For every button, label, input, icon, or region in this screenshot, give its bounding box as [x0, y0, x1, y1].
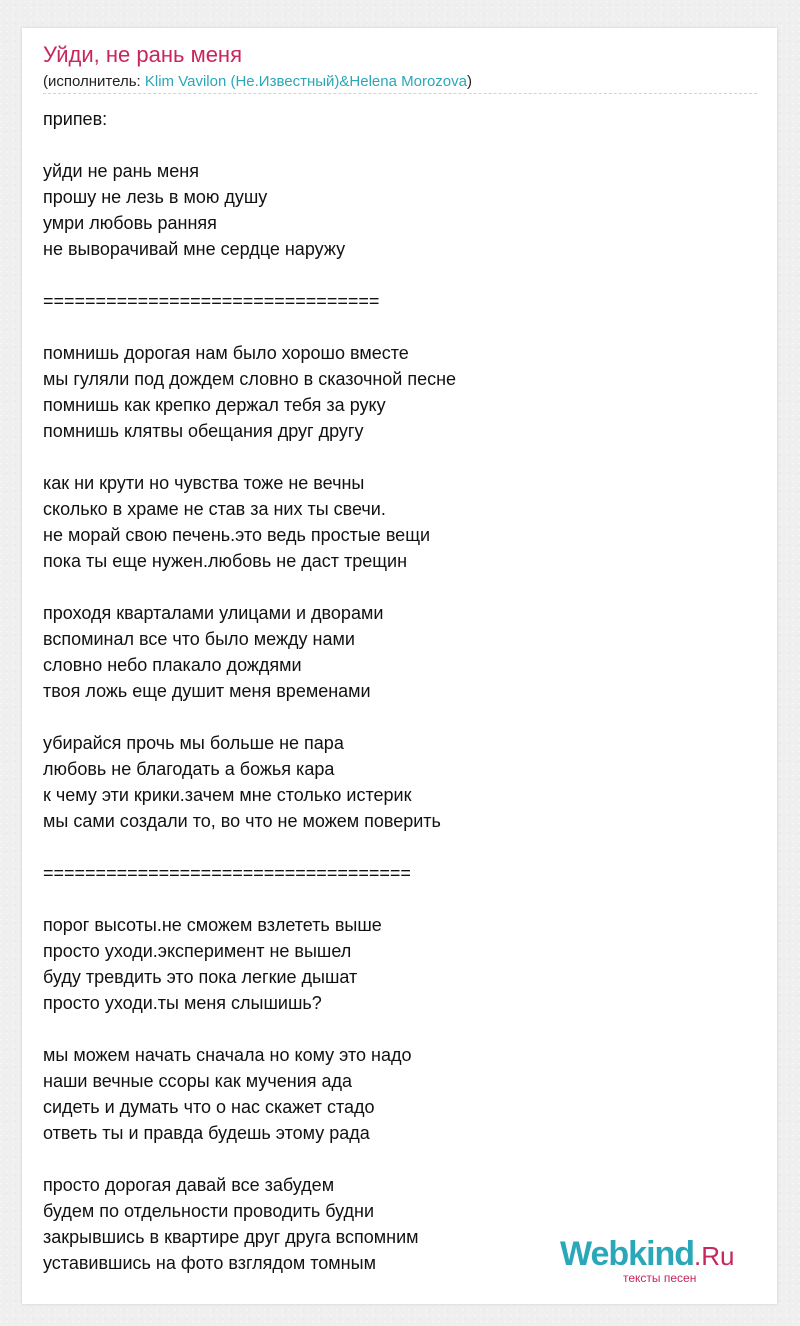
lyrics-blank-line [43, 704, 743, 730]
lyrics-blank-line [43, 1146, 743, 1172]
lyrics-line: сидеть и думать что о нас скажет стадо [43, 1097, 375, 1117]
lyrics-line: помнишь дорогая нам было хорошо вместе [43, 343, 409, 363]
logo-main-text: Webkind [560, 1235, 695, 1273]
title-divider [43, 93, 757, 94]
lyrics-line: припев: [43, 109, 108, 129]
lyrics-line: уставившись на фото взглядом томным [43, 1253, 376, 1273]
lyrics-line: ================================ [43, 291, 380, 311]
lyrics-blank-line [43, 314, 743, 340]
lyrics-line: к чему эти крики.зачем мне столько истерик [43, 785, 412, 805]
lyrics-line: помнишь как крепко держал тебя за руку [43, 395, 386, 415]
lyrics-blank-line [43, 132, 743, 158]
lyrics-line: словно небо плакало дождями [43, 655, 302, 675]
lyrics-line: просто уходи.ты меня слышишь? [43, 993, 322, 1013]
lyrics-line: не выворачивай мне сердце наружу [43, 239, 346, 259]
lyrics-line: проходя кварталами улицами и дворами [43, 603, 384, 623]
lyrics-blank-line [43, 574, 743, 600]
lyrics-line: мы сами создали то, во что не можем поверить [43, 811, 441, 831]
artist-link[interactable]: Klim Vavilon (Не.Известный)&Helena Morozova [144, 73, 467, 90]
webkind-logo[interactable] [560, 1235, 735, 1285]
lyrics-line: закрывшись в квартире друг друга вспомним [43, 1227, 419, 1247]
lyrics-line: помнишь клятвы обещания друг другу [43, 421, 364, 441]
lyrics-line: буду тревдить это пока легкие дышат [43, 967, 358, 987]
lyrics-line: уйди не рань меня [43, 161, 199, 181]
lyrics-line: прошу не лезь в мою душу [43, 187, 268, 207]
logo-tagline: тексты песен [623, 1271, 697, 1285]
lyrics-card [22, 28, 777, 1304]
artist-prefix: (исполнитель: [43, 73, 145, 90]
lyrics-line: просто дорогая давай все забудем [43, 1175, 335, 1195]
lyrics-line: мы можем начать сначала но кому это надо [43, 1045, 412, 1065]
lyrics-blank-line [43, 1016, 743, 1042]
lyrics-blank-line [43, 834, 743, 860]
lyrics-blank-line [43, 444, 743, 470]
lyrics-blank-line [43, 262, 743, 288]
lyrics-line: как ни крути но чувства тоже не вечны [43, 473, 365, 493]
lyrics-line: твоя ложь еще душит меня временами [43, 681, 371, 701]
logo-domain-suffix: .Ru [694, 1241, 735, 1271]
lyrics-text [43, 106, 743, 1276]
lyrics-line: вспоминал все что было между нами [43, 629, 355, 649]
lyrics-line: убирайся прочь мы больше не пара [43, 733, 344, 753]
lyrics-line: наши вечные ссоры как мучения ада [43, 1071, 353, 1091]
lyrics-line: пока ты еще нужен.любовь не даст трещин [43, 551, 408, 571]
lyrics-line: сколько в храме не став за них ты свечи. [43, 499, 386, 519]
lyrics-line: просто уходи.эксперимент не вышел [43, 941, 352, 961]
lyrics-line: порог высоты.не сможем взлететь выше [43, 915, 382, 935]
lyrics-line: умри любовь ранняя [43, 213, 217, 233]
artist-line [43, 73, 472, 90]
song-title: Уйди, не рань меня [43, 42, 242, 67]
artist-suffix: ) [466, 73, 472, 90]
lyrics-line: не морай свою печень.это ведь простые вещи [43, 525, 431, 545]
lyrics-line: мы гуляли под дождем словно в сказочной песне [43, 369, 457, 389]
lyrics-line: будем по отдельности проводить будни [43, 1201, 375, 1221]
lyrics-line: любовь не благодать а божья кара [43, 759, 335, 779]
lyrics-line: =================================== [43, 863, 411, 883]
lyrics-blank-line [43, 886, 743, 912]
lyrics-line: ответь ты и правда будешь этому рада [43, 1123, 370, 1143]
